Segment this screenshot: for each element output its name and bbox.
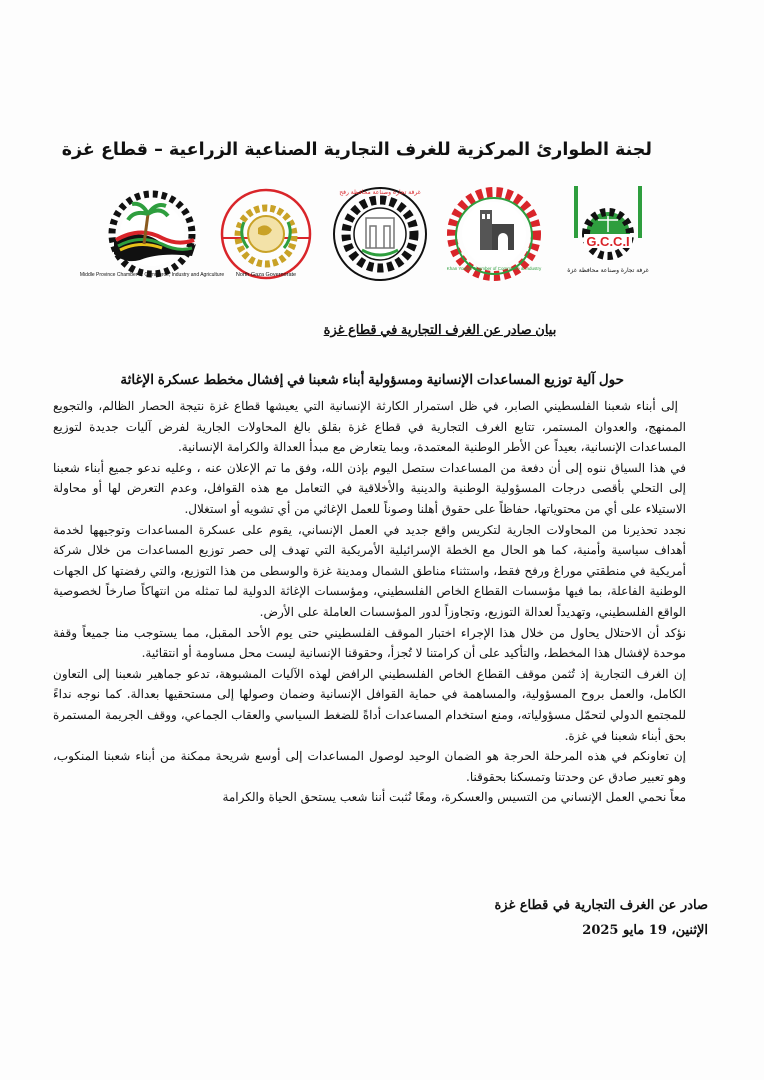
logo-2-english-caption: North Gaza Governorate xyxy=(235,272,297,278)
gccci-emblem-icon xyxy=(556,182,660,286)
logo-gaza-chamber xyxy=(556,182,660,286)
statement-body xyxy=(53,396,686,808)
logo-5-gcci-mark: G.C.C.I xyxy=(586,234,630,249)
logo-khan-younis-chamber xyxy=(442,182,546,286)
paragraph-call: إن الغرف التجارية إذ تُثمن موقف القطاع الخاص الفلسطيني الرافض لهذه الآليات المشبوهة، تدعو جماهير شعبنا إلى التعاون الكامل، والعمل بروح المسؤولية، والمساهمة في حماية القوافل الإنسانية وضمان وصولها إلى مستحقيها بعدالة. كما نوجه نداءً للمجتمع الدولي لتحمّل مسؤولياته، ومنع استخدام المساعدات أداةً للضغط السياسي والعقاب الجماعي، ووقف الجريمة المستمرة بحق أبناء شعبنا في غزة. xyxy=(53,666,686,743)
logo-north-gaza-chamber xyxy=(214,182,318,286)
logo-4-english-caption: Khan Younis Chamber of Commerce & Industry xyxy=(446,266,542,271)
date-line: الإثنين، 19 مايو 2025 xyxy=(582,923,708,938)
paragraph-occupation: نؤكد أن الاحتلال يحاول من خلال هذا الإجراء اختبار الموقف الفلسطيني حتى يوم الأحد المقبل، مما يستوجب منا جميعاً وقفة موحدة لإفشال هذا المخطط، والتأكيد على أن كرامتنا لا تُجزأ، وحقوقنا الإنسانية ليست محل مساومة أو انتقائية. xyxy=(53,625,686,661)
middle-province-emblem-icon xyxy=(79,182,225,286)
paragraph-warning: نجدد تحذيرنا من المحاولات الجارية لتكريس واقع جديد في العمل الإنساني، يقوم على عسكرة المساعدات وتوجيهها لخدمة أهداف سياسية وأمنية، كما هو الحال مع الخطة الإسرائيلية الأمريكية التي تهدف إلى حصر توزيع المساعدات من خلال شركة أمريكية في منطقتي موراغ ورفح فقط، واستثناء مناطق الشمال ومدينة غزة والوسطى من هذا التوزيع، والتي رفضتها كل الجهات الوطنية الفاعلة، بما فيها مؤسسات القطاع الخاص الفلسطيني، ومؤسسات الإغاثة الدولية لما تمثله من انتهاكاً صارخاً لخصوصية الواقع الفلسطيني، وتهديداً لعدالة التوزيع، وتجاوزاً لدور المؤسسات العاملة على الأرض. xyxy=(53,522,686,619)
khan-younis-emblem-icon xyxy=(442,182,546,286)
logo-middle-province-chamber xyxy=(79,182,225,286)
paragraph-intro: إلى أبناء شعبنا الفلسطيني الصابر، في ظل استمرار الكارثة الإنسانية التي يعيشها قطاع غزة نتيجة الحصار الظالم، والتجويع الممنهج، والعدوان المستمر، تتابع الغرف التجارية في قطاع غزة بقلق بالغ المحاولات الجارية لفرض آليات جديدة لتوزيع المساعدات الإنسانية، بعيداً عن الأطر الوطنية المعتمدة، وبما يتعارض مع مبدأ العدالة والكرامة الإنسانية. xyxy=(53,399,686,455)
signature-block xyxy=(494,893,708,943)
chamber-logos-row xyxy=(79,178,660,290)
paragraph-closing: معاً نحمي العمل الإنساني من التسيس والعسكرة، ومعًا نُثبت أننا شعب يستحق الحياة والكرامة xyxy=(222,790,686,805)
letterhead-title: لجنة الطوارئ المركزية للغرف التجارية الصناعية الزراعية – قطاع غزة xyxy=(61,140,652,160)
paragraph-cooperation: إن تعاونكم في هذه المرحلة الحرجة هو الضمان الوحيد لوصول المساعدات إلى أوسع شريحة ممكنة من أبناء شعبنا المنكوب، وهو تعبير صادق عن وحدتنا وتمسكنا بحقوقنا. xyxy=(53,749,686,784)
logo-3-arabic-caption: غرفة تجارة وصناعة محافظة رفح xyxy=(339,189,421,196)
logo-5-arabic-caption: غرفة تجارة وصناعة محافظة غزة xyxy=(567,267,649,274)
rafah-emblem-icon xyxy=(328,182,432,286)
logo-1-english-caption: Middle Province Chamber of Commerce, Industry and Agriculture xyxy=(79,272,225,278)
paragraph-aid-convoy: في هذا السياق ننوه إلى أن دفعة من المساعدات ستصل اليوم بإذن الله، وفق ما تم الإعلان عنه ، وعليه ندعو جميع أبناء شعبنا إلى التحلي بأقصى درجات المسؤولية الوطنية والدينية والأخلاقية في التعامل مع هذه القوافل، وعدم التعرض لها أو محاولة الاستيلاء على أي من محتوياتها، حفاظاً على حقوق أهلنا وصوناً للعمل الإغاثي من أي تشويه أو استغلال. xyxy=(53,460,686,516)
issuer-line: صادر عن الغرف التجارية في قطاع غزة xyxy=(494,898,708,913)
north-gaza-emblem-icon xyxy=(214,182,318,286)
logo-rafah-chamber xyxy=(328,182,432,286)
statement-title: بيان صادر عن الغرف التجارية في قطاع غزة xyxy=(323,322,557,337)
statement-subject: حول آلية توزيع المساعدات الإنسانية ومسؤولية أبناء شعبنا في إفشال مخطط عسكرة الإغاثة xyxy=(120,372,624,387)
